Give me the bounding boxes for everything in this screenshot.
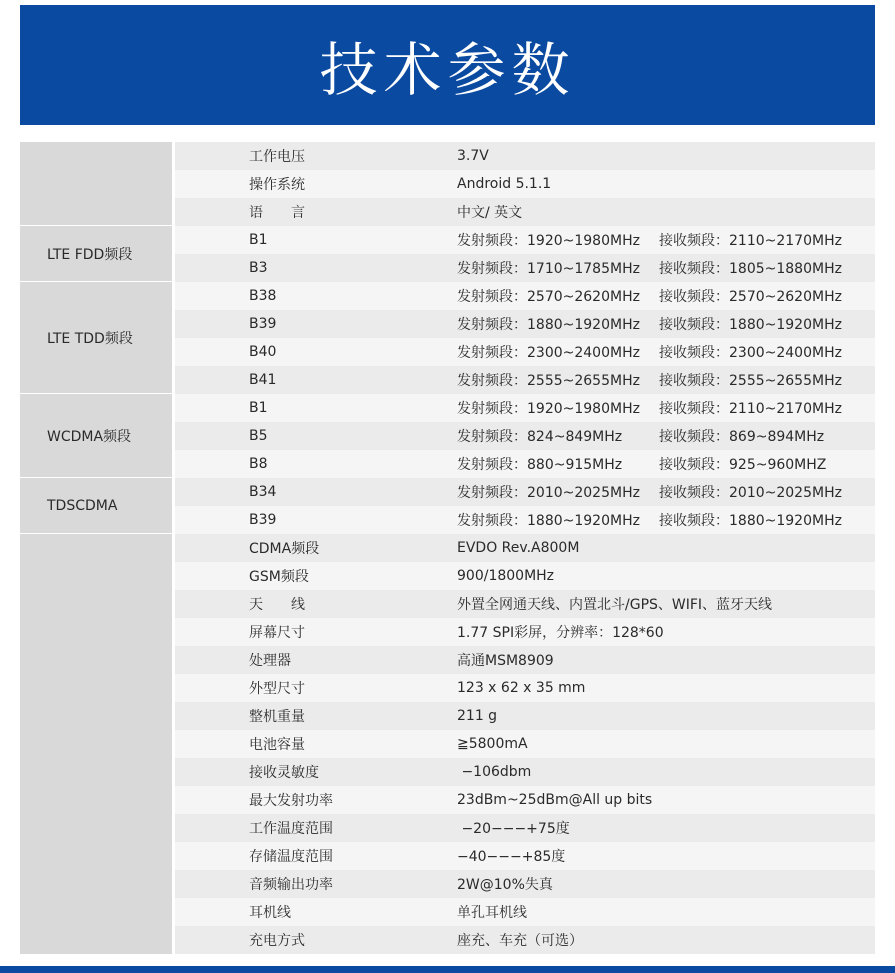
table-row	[175, 254, 875, 282]
tx-band: 发射频段：824~849MHz	[457, 429, 623, 445]
rx-band: 接收频段：2110~2170MHz	[659, 233, 842, 249]
rx-band: 接收频段：2110~2170MHz	[659, 401, 842, 417]
tx-band: 发射频段：2570~2620MHz	[457, 289, 640, 305]
param-name: 音频输出功率	[249, 877, 333, 893]
param-name: 语 言	[249, 205, 305, 221]
page-header	[20, 5, 875, 125]
param-value: 3.7V	[457, 148, 489, 164]
group-label: LTE FDD频段	[47, 246, 133, 263]
table-row	[175, 170, 875, 198]
group-label-cell	[20, 534, 172, 954]
param-value: −20−−−+75度	[457, 821, 570, 837]
table-row	[175, 142, 875, 170]
rx-band: 接收频段：2570~2620MHz	[659, 289, 842, 305]
table-row	[175, 758, 875, 786]
table-row	[175, 394, 875, 422]
group-label-cell	[20, 282, 172, 393]
param-value: ≧5800mA	[457, 736, 528, 752]
table-row	[175, 870, 875, 898]
table-row	[175, 226, 875, 254]
param-name: B41	[249, 372, 277, 388]
param-value: −106dbm	[457, 764, 532, 780]
table-row	[175, 926, 875, 954]
table-row	[175, 338, 875, 366]
param-value: 211 g	[457, 708, 498, 724]
tx-band: 发射频段：880~915MHz	[457, 457, 623, 473]
param-value: EVDO Rev.A800M	[457, 540, 580, 556]
group-label-cell	[20, 226, 172, 281]
table-row	[175, 702, 875, 730]
table-row	[175, 366, 875, 394]
param-name: B39	[249, 512, 277, 528]
param-name: 充电方式	[249, 933, 305, 949]
footer-bar	[0, 966, 895, 973]
param-value: 座充、车充（可选）	[457, 933, 583, 949]
param-value: Android 5.1.1	[457, 176, 552, 192]
table-row	[175, 618, 875, 646]
rx-band: 接收频段：925~960MHZ	[659, 457, 827, 473]
param-name: 存储温度范围	[249, 849, 333, 865]
table-row	[175, 450, 875, 478]
rx-band: 接收频段：1805~1880MHz	[659, 261, 842, 277]
table-row	[175, 282, 875, 310]
param-name: 接收灵敏度	[249, 765, 319, 781]
group-label-cell	[20, 142, 172, 225]
param-value: −40−−−+85度	[457, 849, 566, 865]
table-row	[175, 422, 875, 450]
tx-band: 发射频段：1880~1920MHz	[457, 513, 640, 529]
rx-band: 接收频段：1880~1920MHz	[659, 317, 842, 333]
param-name: 工作温度范围	[249, 821, 333, 837]
table-row	[175, 590, 875, 618]
rx-band: 接收频段：2300~2400MHz	[659, 345, 842, 361]
tx-band: 发射频段：2300~2400MHz	[457, 345, 640, 361]
param-name: B8	[249, 456, 268, 472]
param-name: GSM频段	[249, 569, 309, 585]
table-row	[175, 562, 875, 590]
table-row	[175, 786, 875, 814]
spec-table	[20, 142, 875, 953]
group-label: TDSCDMA	[47, 497, 118, 514]
param-name: 操作系统	[249, 177, 305, 193]
group-label-cell	[20, 478, 172, 533]
param-value: 外置全网通天线、内置北斗/GPS、WIFI、蓝牙天线	[457, 597, 773, 613]
tx-band: 发射频段：1880~1920MHz	[457, 317, 640, 333]
param-name: B1	[249, 400, 268, 416]
table-row	[175, 478, 875, 506]
param-value: 1.77 SPI彩屏，分辨率：128*60	[457, 625, 664, 641]
page-title: 技术参数	[319, 36, 576, 104]
param-name: B1	[249, 232, 268, 248]
param-name: B40	[249, 344, 277, 360]
param-name: 整机重量	[249, 709, 305, 725]
tx-band: 发射频段：2555~2655MHz	[457, 373, 640, 389]
param-name: CDMA频段	[249, 541, 320, 557]
param-name: 外型尺寸	[249, 681, 305, 697]
param-name: 最大发射功率	[249, 793, 333, 809]
tx-band: 发射频段：1710~1785MHz	[457, 261, 640, 277]
param-value: 高通MSM8909	[457, 653, 554, 669]
param-value: 单孔耳机线	[457, 905, 527, 921]
param-name: B5	[249, 428, 268, 444]
param-value: 中文/ 英文	[457, 205, 523, 221]
param-name: B3	[249, 260, 268, 276]
param-value: 2W@10%失真	[457, 877, 553, 893]
param-name: 天 线	[249, 597, 305, 613]
group-label-cell	[20, 394, 172, 477]
param-name: B39	[249, 316, 277, 332]
rx-band: 接收频段：869~894MHz	[659, 429, 825, 445]
param-name: B34	[249, 484, 277, 500]
table-row	[175, 814, 875, 842]
param-value: 23dBm~25dBm@All up bits	[457, 792, 653, 808]
param-value: 900/1800MHz	[457, 568, 555, 584]
rx-band: 接收频段：1880~1920MHz	[659, 513, 842, 529]
table-row	[175, 898, 875, 926]
tx-band: 发射频段：2010~2025MHz	[457, 485, 640, 501]
tx-band: 发射频段：1920~1980MHz	[457, 233, 640, 249]
table-row	[175, 198, 875, 226]
param-value: 123 x 62 x 35 mm	[457, 680, 586, 696]
rx-band: 接收频段：2010~2025MHz	[659, 485, 842, 501]
rx-band: 接收频段：2555~2655MHz	[659, 373, 842, 389]
group-label: LTE TDD频段	[47, 330, 133, 347]
param-name: 电池容量	[249, 737, 305, 753]
param-name: 屏幕尺寸	[249, 625, 305, 641]
tx-band: 发射频段：1920~1980MHz	[457, 401, 640, 417]
param-name: 工作电压	[249, 149, 305, 165]
table-row	[175, 506, 875, 534]
table-row	[175, 674, 875, 702]
param-name: 处理器	[249, 653, 291, 669]
table-row	[175, 646, 875, 674]
group-label: WCDMA频段	[47, 428, 132, 445]
table-row	[175, 842, 875, 870]
table-row	[175, 534, 875, 562]
param-name: B38	[249, 288, 277, 304]
param-name: 耳机线	[249, 905, 291, 921]
table-row	[175, 310, 875, 338]
table-row	[175, 730, 875, 758]
